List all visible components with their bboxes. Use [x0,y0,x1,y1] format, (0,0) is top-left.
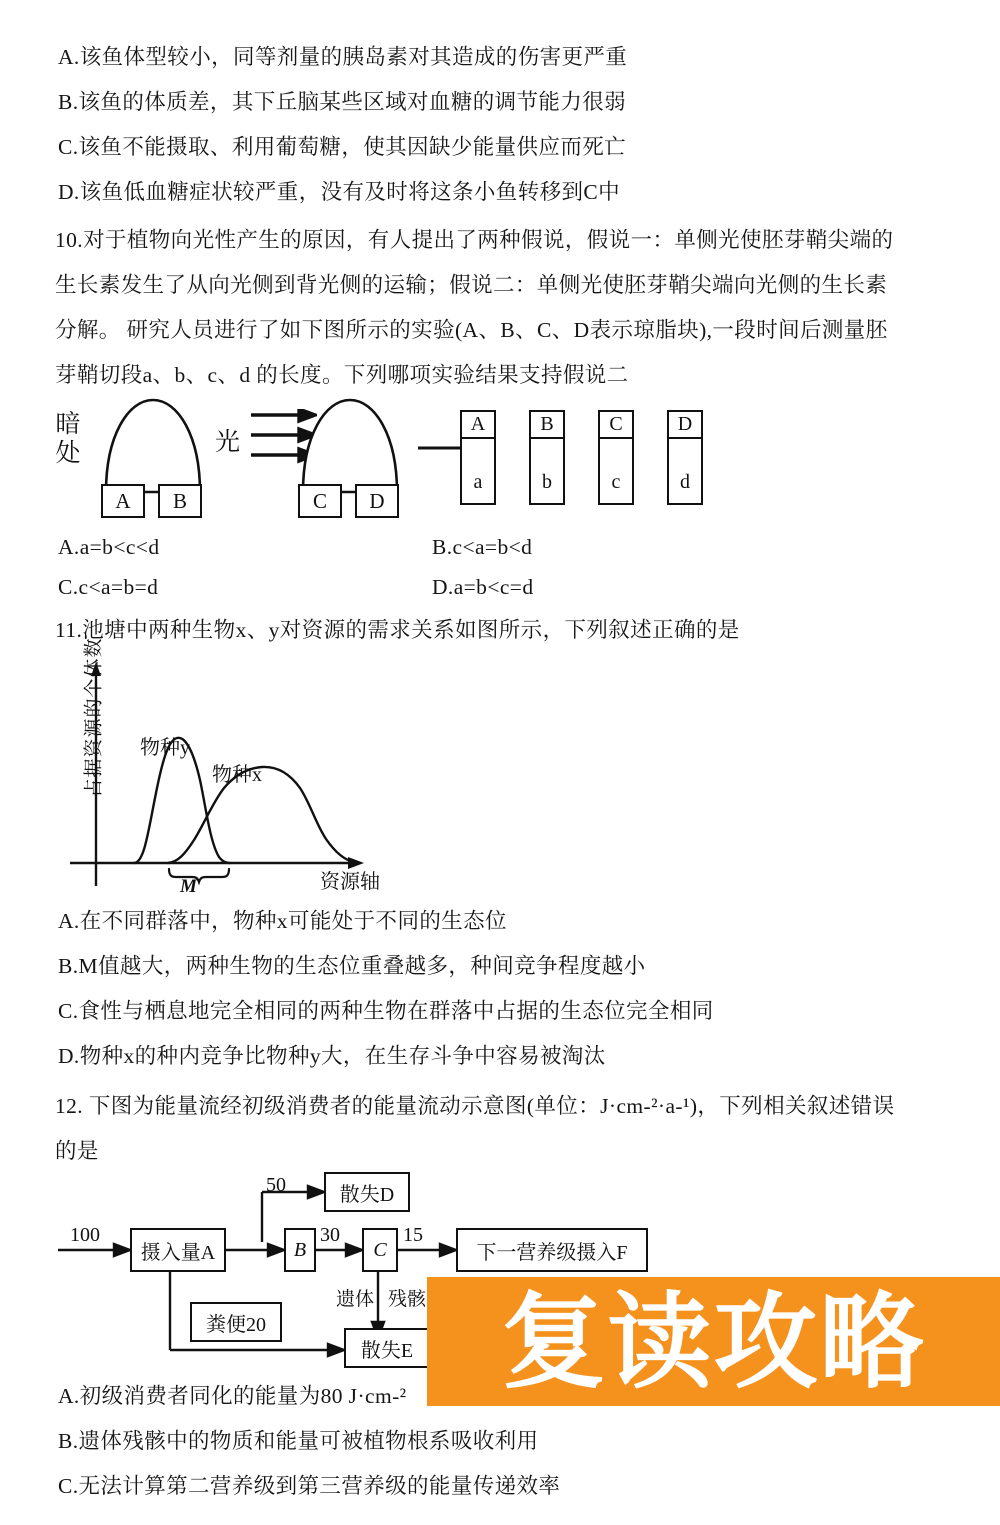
chart-label-overlap-m: M [180,876,197,897]
dark-condition-label: 暗处 [55,411,81,467]
q10-option-c: C.c<a=b=d [58,575,159,599]
q9-option-c: C.该鱼不能摄取、利用葡萄糖，使其因缺少能量供应而死亡 [58,135,627,159]
q11-option-a: A.在不同群落中，物种x可能处于不同的生态位 [58,909,507,933]
q10-stem-line-3: 分解。 研究人员进行了如下图所示的实验(A、B、C、D表示琼脂块),一段时间后测量胚 [55,318,888,342]
flow-value-b-to-c: 30 [320,1224,340,1246]
q9-option-d: D.该鱼低血糖症状较严重，没有及时将这条小鱼转移到C中 [58,180,621,204]
q10-experiment-figure [48,392,748,527]
flow-box-feces: 粪便20 [190,1302,282,1342]
flow-value-c-to-f: 15 [403,1224,423,1246]
result-length-b: b [542,471,552,493]
flow-box-b: B [284,1228,316,1272]
q10-stem-line-2: 生长素发生了从向光侧到背光侧的运输；假说二：单侧光使胚芽鞘尖端向光侧的生长素 [55,273,888,297]
flow-box-loss-e: 散失E [344,1328,430,1368]
agar-block-B: B [158,484,202,518]
q11-stem: 11.池塘中两种生物x、y对资源的需求关系如图所示，下列叙述正确的是 [55,618,740,642]
q11-option-b: B.M值越大，两种生物的生态位重叠越多，种间竞争程度越小 [58,954,646,978]
q9-option-a: A.该鱼体型较小，同等剂量的胰岛素对其造成的伤害更严重 [58,45,628,69]
result-agar-C: C [600,412,632,439]
agar-block-A: A [101,484,145,518]
result-agar-A: A [462,412,494,439]
result-agar-D: D [669,412,701,439]
q10-option-a: A.a=b<c<d [58,535,160,559]
coleoptile-dark [98,396,208,496]
result-length-a: a [473,471,483,493]
agar-block-D: D [355,484,399,518]
flow-box-next-level-f: 下一营养级摄入F [456,1228,648,1272]
chart-x-axis-label: 资源轴 [320,871,380,893]
result-length-d: d [680,471,690,493]
coleoptile-light [295,396,405,496]
flow-box-loss-d: 散失D [324,1172,410,1212]
q10-option-b: B.c<a=b<d [432,535,533,559]
result-length-c: c [611,471,621,493]
result-agar-B: B [531,412,563,439]
q11-option-c: C.食性与栖息地完全相同的两种生物在群落中占据的生态位完全相同 [58,999,714,1023]
watermark-text: 复读攻略 [501,1280,926,1403]
result-segment-d [667,410,703,505]
flow-box-c: C [362,1228,398,1272]
q11-option-d: D.物种x的种内竞争比物种y大，在生存斗争中容易被淘汰 [58,1044,606,1068]
q12-stem-line-1: 12. 下图为能量流经初级消费者的能量流动示意图(单位：J·cm-²·a-¹)，下列相关叙述错误 [55,1094,895,1118]
result-segment-a [460,410,496,505]
q9-option-b: B.该鱼的体质差，其下丘脑某些区域对血糖的调节能力很弱 [58,90,627,114]
q12-option-c: C.无法计算第二营养级到第三营养级的能量传递效率 [58,1474,561,1498]
flow-value-b-to-d: 50 [266,1174,286,1196]
q12-option-b: B.遗体残骸中的物质和能量可被植物根系吸收利用 [58,1429,539,1453]
q12-option-a: A.初级消费者同化的能量为80 J·cm-² [58,1384,407,1408]
q11-niche-chart [52,637,452,903]
agar-block-C: C [298,484,342,518]
chart-y-axis-label: 占据资源的个体数 [83,637,105,798]
q10-stem-line-1: 10.对于植物向光性产生的原因，有人提出了两种假说，假说一：单侧光使胚芽鞘尖端的 [55,228,894,252]
light-label: 光 [215,429,241,456]
flow-label-remains-2: 残骸 [388,1289,427,1310]
chart-label-species-y: 物种y [140,737,190,759]
q12-stem-line-2: 的是 [55,1139,99,1163]
watermark-banner [427,1277,1000,1406]
flow-box-intake-a: 摄入量A [130,1228,226,1272]
q10-stem-line-4: 芽鞘切段a、b、c、d 的长度。下列哪项实验结果支持假说二 [55,363,629,387]
flow-label-remains-1: 遗体 [336,1289,375,1310]
chart-label-species-x: 物种x [212,764,262,786]
result-segment-c [598,410,634,505]
result-segment-b [529,410,565,505]
q10-option-d: D.a=b<c=d [432,575,534,599]
flow-value-input: 100 [70,1224,100,1246]
